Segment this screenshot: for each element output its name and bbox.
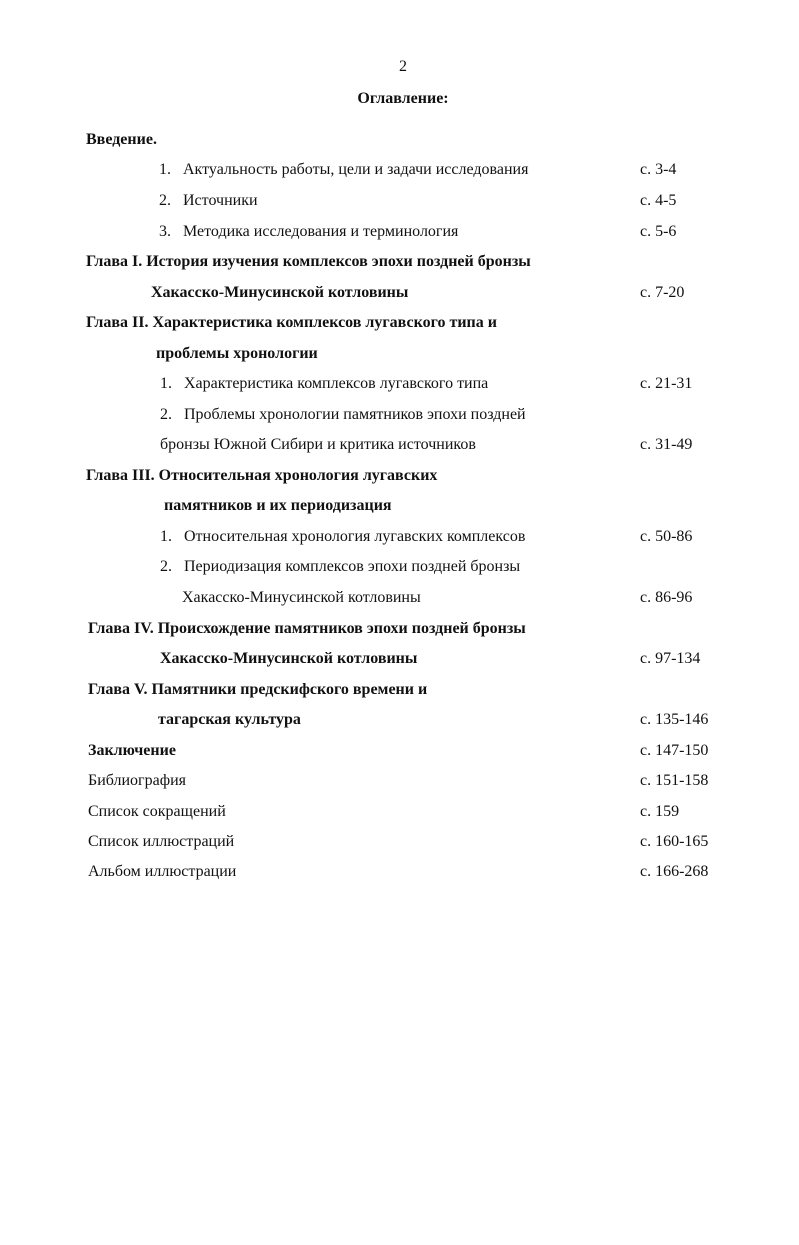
toc-item-text: Относительная хронология лугавских комплексов bbox=[184, 528, 526, 545]
toc-item-pages: с. 4-5 bbox=[640, 192, 677, 209]
toc-item-pages: с. 5-6 bbox=[640, 223, 677, 240]
toc-item-pages: с. 3-4 bbox=[640, 161, 677, 178]
toc-item-text-continued: бронзы Южной Сибири и критика источников bbox=[160, 436, 476, 453]
toc-album-pages: с. 166-268 bbox=[640, 863, 709, 880]
toc-item bbox=[160, 374, 488, 394]
toc-item-pages: с. 21-31 bbox=[640, 375, 693, 392]
toc-conclusion-pages: с. 147-150 bbox=[640, 742, 709, 759]
toc-chapter5-title: Глава V. Памятники предскифского времени и bbox=[88, 681, 428, 698]
toc-item-pages: с. 86-96 bbox=[640, 589, 693, 606]
toc-chapter2-title: Глава II. Характеристика комплексов лугавского типа и bbox=[86, 314, 497, 331]
toc-item-text: Периодизация комплексов эпохи поздней бронзы bbox=[184, 558, 521, 575]
toc-chapter4-subtitle: Хакасско-Минусинской котловины bbox=[160, 650, 418, 667]
toc-bibliography-pages: с. 151-158 bbox=[640, 772, 709, 789]
toc-abbreviations-pages: с. 159 bbox=[640, 803, 680, 820]
toc-chapter1-title: Глава I. История изучения комплексов эпохи поздней бронзы bbox=[86, 253, 531, 270]
page-number: 2 bbox=[399, 58, 407, 75]
toc-item-text: Актуальность работы, цели и задачи исследования bbox=[183, 161, 529, 178]
toc-chapter4-title: Глава IV. Происхождение памятников эпохи поздней бронзы bbox=[88, 620, 526, 637]
toc-chapter5-pages: с. 135-146 bbox=[640, 711, 709, 728]
toc-abbreviations: Список сокращений bbox=[88, 803, 226, 820]
toc-intro-heading: Введение. bbox=[86, 131, 157, 148]
toc-bibliography: Библиография bbox=[88, 772, 186, 789]
toc-item-number: 2. bbox=[160, 406, 172, 423]
toc-chapter2-subtitle: проблемы хронологии bbox=[156, 345, 318, 362]
toc-chapter3-title: Глава III. Относительная хронология лугавских bbox=[86, 467, 438, 484]
toc-chapter1-pages: с. 7-20 bbox=[640, 284, 685, 301]
toc-chapter1-subtitle: Хакасско-Минусинской котловины bbox=[151, 284, 409, 301]
toc-item-number: 2. bbox=[159, 192, 171, 209]
toc-item-number: 2. bbox=[160, 558, 172, 575]
toc-conclusion: Заключение bbox=[88, 742, 176, 759]
toc-item bbox=[160, 557, 520, 577]
toc-item bbox=[160, 527, 525, 547]
toc-item-number: 1. bbox=[160, 375, 172, 392]
toc-item-number: 3. bbox=[159, 223, 171, 240]
toc-chapter5-subtitle: тагарская культура bbox=[158, 711, 301, 728]
toc-item-pages: с. 50-86 bbox=[640, 528, 693, 545]
toc-illustrations-list-pages: с. 160-165 bbox=[640, 833, 709, 850]
toc-item bbox=[159, 191, 258, 211]
toc-item-number: 1. bbox=[160, 528, 172, 545]
toc-chapter4-pages: с. 97-134 bbox=[640, 650, 701, 667]
toc-item bbox=[160, 405, 526, 425]
toc-item-text: Источники bbox=[183, 192, 258, 209]
toc-item bbox=[159, 222, 458, 242]
toc-illustrations-list: Список иллюстраций bbox=[88, 833, 235, 850]
toc-item-number: 1. bbox=[159, 161, 171, 178]
toc-item-text: Проблемы хронологии памятников эпохи поздней bbox=[184, 406, 526, 423]
page-title: Оглавление: bbox=[357, 90, 449, 107]
toc-item-text: Методика исследования и терминология bbox=[183, 223, 459, 240]
toc-item-text-continued: Хакасско-Минусинской котловины bbox=[182, 589, 421, 606]
toc-album: Альбом иллюстрации bbox=[88, 863, 237, 880]
toc-item-text: Характеристика комплексов лугавского типа bbox=[184, 375, 489, 392]
toc-chapter3-subtitle: памятников и их периодизация bbox=[164, 497, 392, 514]
toc-item-pages: с. 31-49 bbox=[640, 436, 693, 453]
toc-item bbox=[159, 160, 528, 180]
